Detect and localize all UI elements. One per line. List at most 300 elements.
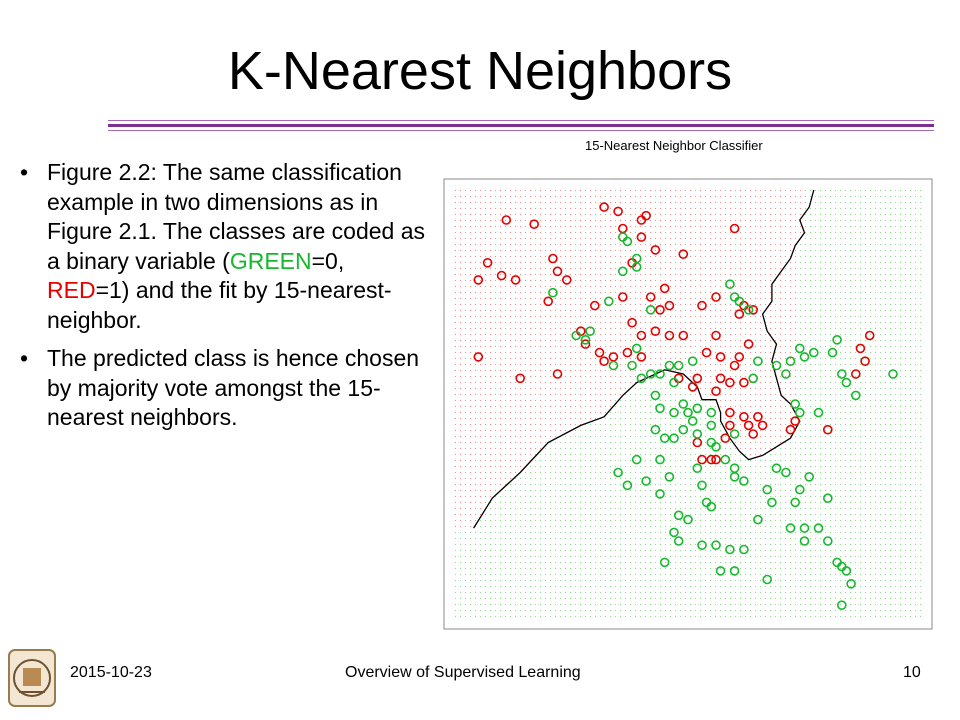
red-region-dot: [710, 358, 711, 359]
red-region-dot: [665, 280, 666, 281]
red-region-dot: [475, 472, 476, 473]
green-region-dot: [760, 592, 761, 593]
red-region-dot: [500, 412, 501, 413]
red-region-dot: [545, 358, 546, 359]
red-region-dot: [790, 190, 791, 191]
green-region-dot: [760, 598, 761, 599]
red-region-dot: [500, 484, 501, 485]
red-region-dot: [770, 232, 771, 233]
red-region-dot: [575, 262, 576, 263]
red-region-dot: [655, 220, 656, 221]
red-region-dot: [585, 226, 586, 227]
green-region-dot: [795, 592, 796, 593]
green-region-dot: [600, 556, 601, 557]
green-region-dot: [685, 604, 686, 605]
red-region-dot: [580, 322, 581, 323]
red-region-dot: [690, 250, 691, 251]
red-region-dot: [655, 328, 656, 329]
red-region-dot: [600, 412, 601, 413]
red-region-dot: [485, 466, 486, 467]
green-region-dot: [540, 520, 541, 521]
red-region-dot: [525, 298, 526, 299]
red-region-dot: [685, 238, 686, 239]
red-region-dot: [710, 316, 711, 317]
green-region-dot: [650, 610, 651, 611]
green-region-dot: [625, 406, 626, 407]
red-region-dot: [780, 286, 781, 287]
green-region-dot: [570, 508, 571, 509]
red-region-dot: [780, 322, 781, 323]
red-region-dot: [530, 298, 531, 299]
red-region-dot: [585, 358, 586, 359]
green-region-dot: [580, 574, 581, 575]
red-region-dot: [735, 214, 736, 215]
green-region-dot: [695, 502, 696, 503]
red-region-dot: [595, 250, 596, 251]
green-region-dot: [630, 538, 631, 539]
green-region-dot: [640, 454, 641, 455]
green-region-dot: [610, 580, 611, 581]
green-region-dot: [655, 574, 656, 575]
red-region-dot: [765, 190, 766, 191]
red-region-dot: [475, 334, 476, 335]
green-region-dot: [655, 616, 656, 617]
red-region-dot: [565, 418, 566, 419]
red-region-dot: [705, 190, 706, 191]
red-region-dot: [755, 304, 756, 305]
red-region-dot: [630, 322, 631, 323]
red-region-dot: [500, 382, 501, 383]
green-region-dot: [520, 592, 521, 593]
red-region-dot: [750, 220, 751, 221]
red-region-dot: [490, 472, 491, 473]
green-region-dot: [585, 538, 586, 539]
green-region-dot: [695, 556, 696, 557]
red-region-dot: [700, 202, 701, 203]
green-region-dot: [570, 478, 571, 479]
red-region-dot: [485, 460, 486, 461]
green-region-dot: [700, 508, 701, 509]
green-region-dot: [725, 502, 726, 503]
green-region-dot: [770, 538, 771, 539]
red-region-dot: [755, 274, 756, 275]
red-region-dot: [790, 388, 791, 389]
red-region-dot: [530, 232, 531, 233]
green-region-dot: [790, 574, 791, 575]
red-region-dot: [635, 280, 636, 281]
green-region-dot: [510, 562, 511, 563]
red-region-dot: [620, 190, 621, 191]
red-region-dot: [585, 310, 586, 311]
green-region-dot: [775, 466, 776, 467]
red-region-dot: [520, 190, 521, 191]
green-region-dot: [535, 556, 536, 557]
green-region-dot: [750, 562, 751, 563]
red-region-dot: [540, 400, 541, 401]
green-region-dot: [640, 496, 641, 497]
green-region-dot: [710, 520, 711, 521]
red-region-dot: [510, 424, 511, 425]
red-region-dot: [640, 220, 641, 221]
green-region-dot: [610, 598, 611, 599]
green-region-dot: [630, 526, 631, 527]
green-region-dot: [675, 388, 676, 389]
red-region-dot: [470, 202, 471, 203]
green-region-dot: [555, 592, 556, 593]
green-region-dot: [490, 574, 491, 575]
green-region-dot: [675, 526, 676, 527]
red-region-dot: [475, 466, 476, 467]
red-region-dot: [695, 352, 696, 353]
red-region-dot: [740, 268, 741, 269]
red-region-dot: [555, 358, 556, 359]
red-region-dot: [630, 358, 631, 359]
red-region-dot: [515, 238, 516, 239]
green-region-dot: [620, 466, 621, 467]
red-region-dot: [675, 244, 676, 245]
red-region-dot: [515, 220, 516, 221]
green-region-dot: [710, 412, 711, 413]
green-region-dot: [585, 502, 586, 503]
green-region-dot: [695, 466, 696, 467]
red-region-dot: [530, 214, 531, 215]
green-region-dot: [485, 550, 486, 551]
red-region-dot: [770, 394, 771, 395]
green-region-dot: [530, 598, 531, 599]
green-region-dot: [715, 538, 716, 539]
red-region-dot: [565, 328, 566, 329]
red-region-dot: [600, 310, 601, 311]
green-region-dot: [685, 568, 686, 569]
green-region-dot: [765, 592, 766, 593]
red-region-dot: [780, 352, 781, 353]
red-region-dot: [755, 346, 756, 347]
red-region-dot: [455, 490, 456, 491]
green-region-dot: [490, 592, 491, 593]
red-region-dot: [790, 226, 791, 227]
red-region-dot: [630, 286, 631, 287]
red-region-dot: [555, 400, 556, 401]
red-region-dot: [775, 340, 776, 341]
green-region-dot: [765, 538, 766, 539]
red-region-dot: [565, 262, 566, 263]
green-region-dot: [780, 508, 781, 509]
green-region-dot: [745, 592, 746, 593]
green-region-dot: [490, 610, 491, 611]
red-region-dot: [660, 232, 661, 233]
green-region-dot: [670, 544, 671, 545]
red-region-dot: [620, 262, 621, 263]
red-region-dot: [550, 250, 551, 251]
green-region-dot: [655, 430, 656, 431]
green-region-dot: [660, 406, 661, 407]
red-region-dot: [460, 508, 461, 509]
green-region-dot: [760, 562, 761, 563]
red-region-dot: [605, 268, 606, 269]
green-region-dot: [725, 562, 726, 563]
red-region-dot: [620, 346, 621, 347]
red-region-dot: [595, 286, 596, 287]
red-region-dot: [705, 388, 706, 389]
red-region-dot: [640, 328, 641, 329]
red-region-dot: [795, 214, 796, 215]
green-region-dot: [615, 448, 616, 449]
red-region-dot: [465, 232, 466, 233]
green-region-dot: [620, 586, 621, 587]
red-region-dot: [650, 304, 651, 305]
red-region-dot: [585, 400, 586, 401]
red-region-dot: [590, 232, 591, 233]
green-region-dot: [605, 580, 606, 581]
red-region-dot: [780, 280, 781, 281]
green-region-dot: [520, 508, 521, 509]
green-region-dot: [535, 598, 536, 599]
green-region-dot: [490, 550, 491, 551]
green-region-dot: [680, 448, 681, 449]
red-region-dot: [525, 460, 526, 461]
green-region-dot: [660, 388, 661, 389]
green-region-dot: [780, 580, 781, 581]
red-region-dot: [650, 298, 651, 299]
red-region-dot: [635, 208, 636, 209]
green-region-dot: [615, 598, 616, 599]
red-region-dot: [640, 208, 641, 209]
red-region-dot: [800, 232, 801, 233]
red-region-dot: [780, 232, 781, 233]
red-region-dot: [600, 280, 601, 281]
green-region-dot: [690, 562, 691, 563]
red-region-dot: [490, 244, 491, 245]
green-region-dot: [780, 574, 781, 575]
red-region-dot: [645, 346, 646, 347]
red-region-dot: [550, 310, 551, 311]
red-region-dot: [635, 310, 636, 311]
green-region-dot: [755, 478, 756, 479]
red-region-dot: [510, 310, 511, 311]
red-region-dot: [795, 250, 796, 251]
red-region-dot: [475, 340, 476, 341]
red-region-dot: [690, 310, 691, 311]
red-region-dot: [630, 382, 631, 383]
green-region-dot: [795, 502, 796, 503]
red-region-dot: [685, 310, 686, 311]
green-region-dot: [765, 502, 766, 503]
green-region-dot: [525, 490, 526, 491]
green-region-dot: [595, 454, 596, 455]
red-region-dot: [700, 196, 701, 197]
red-region-dot: [475, 436, 476, 437]
green-region-dot: [515, 478, 516, 479]
green-region-dot: [610, 610, 611, 611]
red-region-dot: [785, 364, 786, 365]
green-region-dot: [485, 616, 486, 617]
green-region-dot: [665, 532, 666, 533]
red-region-dot: [455, 232, 456, 233]
green-region-dot: [790, 496, 791, 497]
red-region-dot: [490, 442, 491, 443]
green-region-dot: [585, 532, 586, 533]
red-region-dot: [455, 322, 456, 323]
red-region-dot: [765, 334, 766, 335]
red-region-dot: [745, 214, 746, 215]
red-region-dot: [575, 250, 576, 251]
red-region-dot: [460, 406, 461, 407]
green-region-dot: [735, 610, 736, 611]
red-region-dot: [660, 244, 661, 245]
red-region-dot: [510, 394, 511, 395]
red-region-dot: [515, 472, 516, 473]
red-region-dot: [695, 190, 696, 191]
red-region-dot: [550, 400, 551, 401]
red-region-dot: [700, 352, 701, 353]
red-region-dot: [790, 268, 791, 269]
red-region-dot: [725, 406, 726, 407]
green-region-dot: [620, 400, 621, 401]
green-region-dot: [480, 592, 481, 593]
red-region-dot: [640, 292, 641, 293]
red-region-dot: [730, 196, 731, 197]
red-region-dot: [785, 376, 786, 377]
red-region-dot: [520, 220, 521, 221]
red-region-dot: [650, 334, 651, 335]
red-region-dot: [510, 328, 511, 329]
red-region-dot: [700, 358, 701, 359]
green-region-dot: [485, 532, 486, 533]
red-region-dot: [550, 286, 551, 287]
red-region-dot: [545, 286, 546, 287]
red-region-dot: [620, 358, 621, 359]
green-region-dot: [675, 580, 676, 581]
red-region-dot: [520, 214, 521, 215]
red-region-dot: [665, 226, 666, 227]
red-region-dot: [485, 496, 486, 497]
red-region-dot: [680, 322, 681, 323]
green-region-dot: [635, 424, 636, 425]
red-region-dot: [705, 238, 706, 239]
red-region-dot: [530, 376, 531, 377]
red-region-dot: [745, 292, 746, 293]
red-region-dot: [495, 484, 496, 485]
red-region-dot: [500, 442, 501, 443]
red-region-dot: [470, 310, 471, 311]
red-region-dot: [670, 346, 671, 347]
red-region-dot: [750, 244, 751, 245]
red-region-dot: [480, 322, 481, 323]
red-region-dot: [470, 484, 471, 485]
red-region-dot: [680, 262, 681, 263]
green-region-dot: [615, 550, 616, 551]
red-region-dot: [470, 394, 471, 395]
green-region-dot: [765, 508, 766, 509]
green-region-dot: [745, 580, 746, 581]
green-region-dot: [550, 478, 551, 479]
green-region-dot: [695, 538, 696, 539]
green-region-dot: [705, 556, 706, 557]
green-region-dot: [685, 424, 686, 425]
green-region-dot: [620, 580, 621, 581]
red-region-dot: [740, 346, 741, 347]
green-region-dot: [585, 508, 586, 509]
red-region-dot: [480, 256, 481, 257]
red-region-dot: [785, 244, 786, 245]
red-region-dot: [565, 274, 566, 275]
green-region-dot: [490, 568, 491, 569]
green-region-dot: [710, 568, 711, 569]
red-region-dot: [460, 316, 461, 317]
red-region-dot: [715, 382, 716, 383]
green-region-dot: [540, 502, 541, 503]
green-region-dot: [495, 508, 496, 509]
green-region-dot: [700, 424, 701, 425]
green-region-dot: [615, 568, 616, 569]
red-region-dot: [760, 454, 761, 455]
red-region-dot: [665, 268, 666, 269]
green-region-dot: [520, 568, 521, 569]
red-region-dot: [495, 316, 496, 317]
green-region-dot: [605, 574, 606, 575]
green-region-dot: [520, 550, 521, 551]
green-region-dot: [465, 550, 466, 551]
green-region-dot: [575, 436, 576, 437]
red-region-dot: [755, 388, 756, 389]
red-region-dot: [560, 262, 561, 263]
green-region-dot: [615, 496, 616, 497]
red-region-dot: [515, 400, 516, 401]
red-region-dot: [515, 418, 516, 419]
red-region-dot: [625, 388, 626, 389]
green-region-dot: [640, 616, 641, 617]
green-region-dot: [705, 430, 706, 431]
green-region-dot: [680, 556, 681, 557]
red-region-dot: [510, 316, 511, 317]
green-region-dot: [785, 508, 786, 509]
red-region-dot: [740, 334, 741, 335]
bullet-1-text-a: Figure 2.2: The same classification example in two dimensions as in Figure 2.1. The classes are coded as a binary variable (: [47, 159, 426, 274]
red-region-dot: [640, 196, 641, 197]
red-region-dot: [750, 214, 751, 215]
green-region-dot: [680, 580, 681, 581]
green-region-dot: [525, 562, 526, 563]
red-region-dot: [760, 244, 761, 245]
green-region-dot: [580, 484, 581, 485]
green-region-dot: [705, 424, 706, 425]
green-region-dot: [605, 502, 606, 503]
green-region-dot: [705, 580, 706, 581]
red-region-dot: [630, 310, 631, 311]
green-region-dot: [580, 490, 581, 491]
red-region-dot: [765, 364, 766, 365]
green-region-dot: [745, 496, 746, 497]
green-region-dot: [620, 538, 621, 539]
green-region-dot: [685, 466, 686, 467]
red-region-dot: [705, 334, 706, 335]
red-region-dot: [780, 274, 781, 275]
red-region-dot: [615, 256, 616, 257]
green-region-dot: [735, 526, 736, 527]
green-region-dot: [485, 580, 486, 581]
red-region-dot: [570, 202, 571, 203]
red-region-dot: [460, 466, 461, 467]
figure-title: 15-Nearest Neighbor Classifier: [585, 138, 763, 153]
green-region-dot: [460, 568, 461, 569]
red-region-dot: [625, 262, 626, 263]
bullet-dot-icon: •: [20, 159, 29, 185]
red-region-dot: [585, 352, 586, 353]
green-region-dot: [710, 442, 711, 443]
red-region-dot: [545, 202, 546, 203]
green-region-dot: [680, 586, 681, 587]
green-region-dot: [610, 442, 611, 443]
